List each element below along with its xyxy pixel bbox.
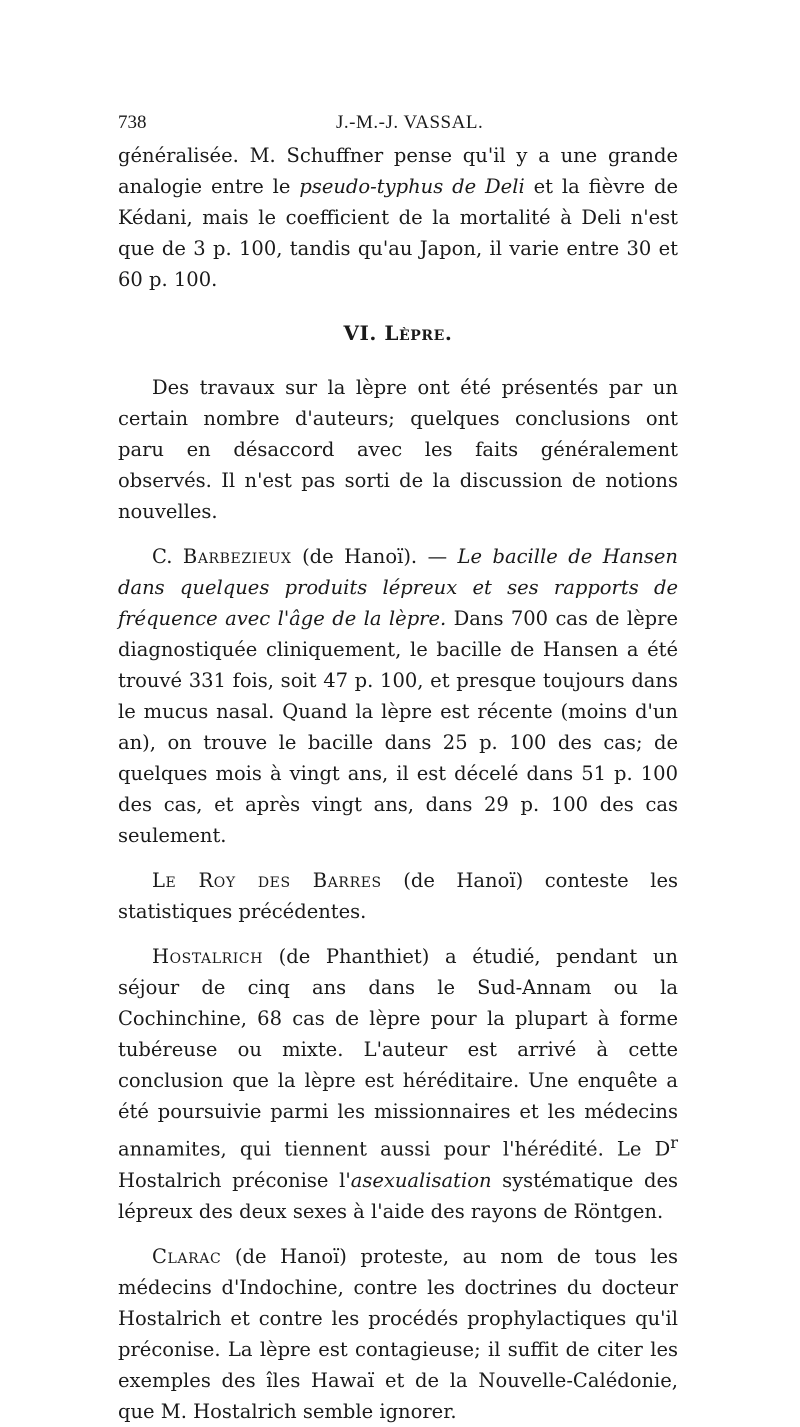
- paragraph-le-roy-des-barres: [118, 865, 678, 927]
- p1-text-start: généralisée. M. Schuffner pense qu'il y a une grande analogie entre le: [118, 144, 678, 198]
- paragraph-continuation: [118, 140, 678, 295]
- page: [118, 112, 678, 1427]
- paragraph-hostalrich: [118, 941, 678, 1227]
- p5-italic-term: asexualisation: [350, 1168, 492, 1192]
- paragraph-intro: Des travaux sur la lèpre ont été présentés par un certain nombre d'auteurs; quelques conclusions ont paru en désaccord avec les faits généralement observés. Il n'est pas sorti de la discussion de notions nouvelles.: [118, 376, 678, 523]
- page-number: 738: [118, 112, 147, 133]
- p4-author: Le Roy des Barres: [152, 869, 382, 892]
- p3-author: Barbezieux: [182, 545, 292, 568]
- section-number: VI.: [343, 321, 377, 345]
- header-author: J.-M.-J. VASSAL.: [336, 112, 484, 133]
- p3-initial: C.: [152, 545, 173, 568]
- p5-author: Hostalrich: [152, 945, 264, 968]
- p3-article-title: Le bacille de Hansen dans quelques produits lépreux et ses rapports de fréquence avec l'âge de la lèpre.: [118, 545, 678, 630]
- p1-text-end: et la fièvre de Kédani, mais le coefficient de la mortalité à Deli n'est que de 3 p. 100, tandis qu'au Japon, il varie entre 30 et 60 p. 100.: [118, 175, 678, 291]
- p4-text: (de Hanoï) conteste les statistiques précédentes.: [118, 869, 678, 923]
- p3-affiliation: (de Hanoï). —: [291, 545, 458, 568]
- p3-body: Dans 700 cas de lèpre diagnostiquée cliniquement, le bacille de Hansen a été trouvé 331 fois, soit 47 p. 100, et presque toujours dans le mucus nasal. Quand la lèpre est récente (moins d'un an), on trouve le bacille dans 25 p. 100 des cas; de quelques mois à vingt ans, il est décelé dans 51 p. 100 des cas, et après vingt ans, dans 29 p. 100 des cas seulement.: [118, 607, 678, 847]
- p5-text-end: systématique des lépreux des deux sexes à l'aide des rayons de Röntgen.: [118, 1168, 678, 1223]
- paragraph-clarac: [118, 1241, 678, 1427]
- section-title: Lèpre.: [384, 321, 453, 345]
- p6-author: Clarac: [152, 1244, 222, 1268]
- p1-italic-term: pseudo-typhus de Deli: [299, 175, 525, 198]
- p5-text-middle: Hostalrich préconise l': [118, 1168, 351, 1192]
- p6-text: (de Hanoï) proteste, au nom de tous les médecins d'Indochine, contre les doctrines du docteur Hostalrich et contre les procédés prophylactiques qu'il préconise. La lèpre est contagieuse; il suffit de citer les exemples des îles Hawaï et de la Nouvelle-Calédonie, que M. Hostalrich semble ignorer.: [118, 1244, 678, 1423]
- section-heading: [118, 318, 678, 349]
- p5-text-start: (de Phanthiet) a étudié, pendant un séjour de cinq ans dans le Sud-Annam ou la Cochinchine, 68 cas de lèpre pour la plupart à forme tubéreuse ou mixte. L'auteur est arrivé à cette conclusion que la lèpre est héréditaire. Une enquête a été poursuivie parmi les missionnaires et les médecins annamites, qui tiennent aussi pour l'hérédité. Le D: [118, 945, 678, 1161]
- running-head: [118, 112, 678, 140]
- p5-superscript: r: [670, 1133, 678, 1152]
- paragraph-barbezieux: [118, 541, 678, 851]
